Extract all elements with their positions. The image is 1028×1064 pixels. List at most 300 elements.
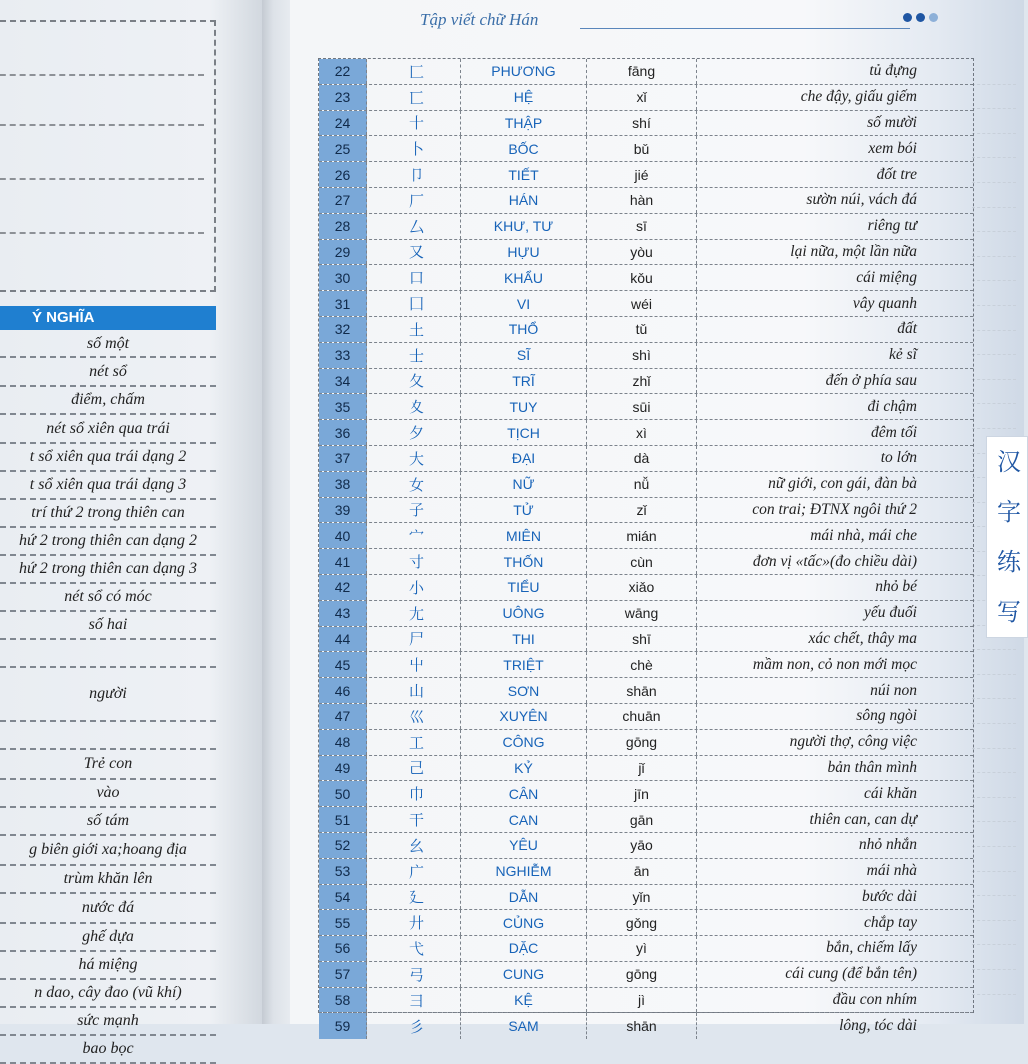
radical-name: TIẾT: [461, 162, 587, 187]
radical-meaning: yếu đuối: [864, 604, 917, 622]
decorative-dots: [903, 13, 938, 22]
radical-number: 22: [319, 59, 367, 84]
radical-meaning: cái khăn: [864, 784, 917, 802]
meaning-text: n dao, cây đao (vũ khí): [34, 984, 182, 1001]
table-row: [319, 59, 973, 85]
radical-number: 50: [319, 781, 367, 806]
radical-number: 44: [319, 627, 367, 652]
faint-line: [972, 847, 1016, 872]
meaning-text: ghế dựa: [82, 928, 134, 945]
radical-pinyin: yǐn: [587, 885, 697, 910]
table-row: [319, 317, 973, 343]
radical-meaning: nhỏ nhắn: [858, 836, 917, 854]
radical-meaning: đất: [897, 320, 917, 338]
radical-meaning: con trai; ĐTNX ngôi thứ 2: [752, 500, 917, 518]
faint-line: [972, 896, 1016, 921]
radical-character: 夕: [367, 420, 461, 445]
table-row: [319, 601, 973, 627]
meaning-row: [0, 528, 216, 556]
radical-meaning: đêm tối: [870, 423, 917, 441]
radical-pinyin: hàn: [587, 188, 697, 213]
radical-number: 24: [319, 111, 367, 136]
radical-name: KỆ: [461, 988, 587, 1013]
radical-character: 土: [367, 317, 461, 342]
table-row: [319, 885, 973, 911]
meaning-column-header: Ý NGHĨA: [0, 306, 216, 330]
meaning-row: [0, 668, 216, 722]
radical-character: 尸: [367, 627, 461, 652]
table-row: [319, 446, 973, 472]
radical-character: 彡: [367, 1013, 461, 1039]
radical-meaning: thiên can, can dự: [809, 810, 917, 828]
radical-pinyin: xiǎo: [587, 575, 697, 600]
radical-name: TIỂU: [461, 575, 587, 600]
table-row: [319, 988, 973, 1014]
radical-name: SAM: [461, 1013, 587, 1039]
radical-pinyin: shì: [587, 343, 697, 368]
radical-meaning: chắp tay: [864, 913, 917, 931]
radical-pinyin: gōng: [587, 962, 697, 987]
radical-name: TUY: [461, 394, 587, 419]
table-row: [319, 188, 973, 214]
faint-line: [972, 306, 1016, 331]
dashed-line: [0, 232, 204, 234]
table-row: [319, 214, 973, 240]
radical-pinyin: shī: [587, 627, 697, 652]
meaning-row: [0, 640, 216, 668]
table-row: [319, 652, 973, 678]
meaning-text: số một: [86, 335, 130, 352]
meaning-row: [0, 584, 216, 612]
radical-name: THẬP: [461, 111, 587, 136]
radical-character: 弋: [367, 936, 461, 961]
meaning-text: t sổ xiên qua trái dạng 2: [29, 448, 187, 465]
radical-name: THỔ: [461, 317, 587, 342]
radical-number: 49: [319, 756, 367, 781]
radical-meaning: tủ đựng: [869, 62, 917, 80]
radical-meaning: bước dài: [861, 887, 917, 905]
meaning-row: [0, 836, 216, 866]
meaning-row: [0, 612, 216, 640]
meaning-text: hứ 2 trong thiên can dạng 3: [19, 560, 197, 577]
radical-name: SƠN: [461, 678, 587, 703]
radical-pinyin: xǐ: [587, 85, 697, 110]
radical-pinyin: kǒu: [587, 265, 697, 290]
radical-number: 55: [319, 910, 367, 935]
radical-number: 45: [319, 652, 367, 677]
radical-meaning: nhỏ bé: [875, 578, 917, 596]
faint-line: [972, 355, 1016, 380]
meaning-row: [0, 358, 216, 387]
radical-meaning: lại nữa, một lần nữa: [790, 242, 917, 260]
radical-number: 52: [319, 833, 367, 858]
radical-meaning: xem bói: [868, 139, 917, 157]
radical-number: 25: [319, 136, 367, 161]
faint-line: [972, 85, 1016, 110]
radical-character: 彐: [367, 988, 461, 1013]
radical-pinyin: wāng: [587, 601, 697, 626]
radical-name: KHẨU: [461, 265, 587, 290]
radical-meaning: người thợ, công việc: [789, 733, 917, 751]
table-row: [319, 549, 973, 575]
side-tab-char: 写: [997, 598, 1021, 626]
radical-meaning: lông, tóc dài: [839, 1017, 917, 1035]
table-row: [319, 394, 973, 420]
radical-character: 廴: [367, 885, 461, 910]
radical-name: MIÊN: [461, 523, 587, 548]
radicals-table: [318, 58, 974, 1036]
radical-pinyin: xì: [587, 420, 697, 445]
radical-character: 子: [367, 498, 461, 523]
radical-name: CÔNG: [461, 730, 587, 755]
table-row: [319, 936, 973, 962]
radical-number: 40: [319, 523, 367, 548]
radical-pinyin: yāo: [587, 833, 697, 858]
meaning-row: [0, 750, 216, 780]
faint-line: [972, 281, 1016, 306]
radical-character: 巾: [367, 781, 461, 806]
radical-name: BỐC: [461, 136, 587, 161]
faint-line: [972, 331, 1016, 356]
table-row: [319, 523, 973, 549]
meaning-text: g biên giới xa;hoang địa: [29, 841, 187, 858]
radical-number: 29: [319, 240, 367, 265]
radical-character: 口: [367, 265, 461, 290]
table-row: [319, 859, 973, 885]
radical-number: 37: [319, 446, 367, 471]
radical-name: KHƯ, TƯ: [461, 214, 587, 239]
radical-pinyin: sūi: [587, 394, 697, 419]
radical-number: 47: [319, 704, 367, 729]
faint-line: [972, 232, 1016, 257]
radical-meaning: mái nhà: [866, 862, 917, 880]
radical-meaning: đi chậm: [867, 397, 917, 415]
radical-pinyin: yì: [587, 936, 697, 961]
radical-name: THI: [461, 627, 587, 652]
radical-name: ĐẠI: [461, 446, 587, 471]
radical-name: NỮ: [461, 472, 587, 497]
faint-line: [972, 134, 1016, 159]
radical-name: VI: [461, 291, 587, 316]
radical-number: 30: [319, 265, 367, 290]
table-row: [319, 420, 973, 446]
radical-meaning: mái nhà, mái che: [810, 526, 917, 544]
radical-pinyin: chè: [587, 652, 697, 677]
radical-character: 工: [367, 730, 461, 755]
radical-pinyin: tǔ: [587, 317, 697, 342]
meaning-row: [0, 808, 216, 836]
meaning-row: [0, 332, 216, 358]
radical-name: TỊCH: [461, 420, 587, 445]
meaning-text: số hai: [88, 616, 128, 633]
radical-pinyin: sī: [587, 214, 697, 239]
faint-line: [972, 675, 1016, 700]
radical-pinyin: gōng: [587, 730, 697, 755]
faint-line: [972, 749, 1016, 774]
faint-line: [972, 970, 1016, 995]
meaning-row: [0, 472, 216, 500]
table-row: [319, 369, 973, 395]
table-row: [319, 1013, 973, 1039]
radical-name: DẪN: [461, 885, 587, 910]
radical-number: 58: [319, 988, 367, 1013]
radical-meaning: đơn vị «tấc»(đo chiều dài): [752, 552, 917, 570]
meaning-row: [0, 952, 216, 980]
table-row: [319, 162, 973, 188]
radical-character: 尢: [367, 601, 461, 626]
radical-number: 34: [319, 369, 367, 394]
side-tab-char: 汉: [997, 448, 1021, 476]
faint-line: [972, 60, 1016, 85]
table-row: [319, 833, 973, 859]
meaning-text: vào: [96, 784, 120, 801]
radical-name: SĨ: [461, 343, 587, 368]
meaning-row: [0, 1036, 216, 1064]
radical-pinyin: ān: [587, 859, 697, 884]
faint-line: [972, 109, 1016, 134]
radical-name: TRĨ: [461, 369, 587, 394]
radical-pinyin: zǐ: [587, 498, 697, 523]
radical-character: 弓: [367, 962, 461, 987]
radical-character: 厶: [367, 214, 461, 239]
radical-pinyin: shān: [587, 678, 697, 703]
radical-number: 56: [319, 936, 367, 961]
radical-meaning: núi non: [870, 681, 917, 699]
radical-meaning: bản thân mình: [827, 758, 917, 776]
radical-character: 夂: [367, 369, 461, 394]
writing-practice-box: [0, 20, 216, 292]
radical-name: CÂN: [461, 781, 587, 806]
radical-name: TỬ: [461, 498, 587, 523]
radical-name: CAN: [461, 807, 587, 832]
table-row: [319, 85, 973, 111]
table-row: [319, 730, 973, 756]
meaning-row: [0, 722, 216, 750]
side-tab-char: 练: [997, 548, 1021, 576]
meaning-text: nét sổ xiên qua trái: [46, 420, 170, 437]
faint-line: [972, 872, 1016, 897]
radical-character: 卩: [367, 162, 461, 187]
faint-line: [972, 699, 1016, 724]
meaning-text: Trẻ con: [83, 755, 133, 772]
table-row: [319, 575, 973, 601]
radical-meaning: sườn núi, vách đá: [806, 191, 917, 209]
radical-character: 卜: [367, 136, 461, 161]
radical-number: 32: [319, 317, 367, 342]
radical-pinyin: shí: [587, 111, 697, 136]
meaning-text: trùm khăn lên: [63, 870, 153, 887]
faint-line: [972, 380, 1016, 405]
radical-meaning: cái cung (để bắn tên): [785, 965, 917, 983]
radical-meaning: to lớn: [880, 449, 917, 467]
radical-number: 33: [319, 343, 367, 368]
table-row: [319, 627, 973, 653]
radical-character: 囗: [367, 291, 461, 316]
radical-number: 46: [319, 678, 367, 703]
radical-pinyin: chuān: [587, 704, 697, 729]
meaning-text: t sổ xiên qua trái dạng 3: [29, 476, 187, 493]
radical-meaning: mầm non, cỏ non mới mọc: [752, 655, 917, 673]
radical-pinyin: jǐ: [587, 756, 697, 781]
radical-pinyin: mián: [587, 523, 697, 548]
side-tab: [986, 436, 1028, 638]
radical-character: 巛: [367, 704, 461, 729]
radical-character: 寸: [367, 549, 461, 574]
meaning-text: nước đá: [81, 899, 135, 916]
radical-character: 大: [367, 446, 461, 471]
radical-number: 23: [319, 85, 367, 110]
table-row: [319, 781, 973, 807]
radical-pinyin: zhǐ: [587, 369, 697, 394]
radical-pinyin: jié: [587, 162, 697, 187]
meaning-text: hứ 2 trong thiên can dạng 2: [19, 532, 197, 549]
radical-number: 43: [319, 601, 367, 626]
table-row: [319, 962, 973, 988]
radical-pinyin: jì: [587, 988, 697, 1013]
radical-number: 36: [319, 420, 367, 445]
header-rule: [580, 28, 910, 29]
radical-pinyin: nǚ: [587, 472, 697, 497]
faint-line: [972, 404, 1016, 429]
radical-character: 匸: [367, 85, 461, 110]
radical-pinyin: cùn: [587, 549, 697, 574]
radical-number: 39: [319, 498, 367, 523]
radical-character: 宀: [367, 523, 461, 548]
faint-line: [972, 650, 1016, 675]
radical-meaning: nữ giới, con gái, đàn bà: [768, 475, 917, 493]
radical-meaning: cái miệng: [856, 268, 917, 286]
radical-pinyin: fāng: [587, 59, 697, 84]
radical-number: 42: [319, 575, 367, 600]
table-row: [319, 472, 973, 498]
meaning-row: [0, 444, 216, 472]
radical-meaning: đốt tre: [876, 165, 917, 183]
table-row: [319, 704, 973, 730]
meaning-text: người: [89, 685, 127, 702]
table-row: [319, 291, 973, 317]
dashed-line: [0, 74, 204, 76]
faint-line: [972, 257, 1016, 282]
radical-number: 59: [319, 1013, 367, 1039]
faint-line: [972, 724, 1016, 749]
radical-name: CUNG: [461, 962, 587, 987]
radical-meaning: sông ngòi: [856, 707, 917, 725]
radical-pinyin: wéi: [587, 291, 697, 316]
table-row: [319, 678, 973, 704]
radical-name: CỦNG: [461, 910, 587, 935]
radical-character: 匚: [367, 59, 461, 84]
radical-character: 夊: [367, 394, 461, 419]
radical-character: 又: [367, 240, 461, 265]
radical-pinyin: yòu: [587, 240, 697, 265]
book-gutter: [262, 0, 290, 1024]
radical-meaning: số mười: [867, 113, 917, 131]
radical-name: YÊU: [461, 833, 587, 858]
table-row: [319, 111, 973, 137]
meaning-text: sức mạnh: [77, 1012, 139, 1029]
table-row: [319, 807, 973, 833]
meaning-text: nét sổ có móc: [64, 588, 152, 605]
meaning-row: [0, 1008, 216, 1036]
radical-number: 53: [319, 859, 367, 884]
meaning-text: nét sổ: [89, 363, 127, 380]
radical-name: HỰU: [461, 240, 587, 265]
radical-name: XUYÊN: [461, 704, 587, 729]
radical-pinyin: jīn: [587, 781, 697, 806]
side-tab-char: 字: [997, 498, 1021, 526]
faint-line: [972, 822, 1016, 847]
radical-name: NGHIỄM: [461, 859, 587, 884]
meaning-row: [0, 780, 216, 808]
radical-number: 51: [319, 807, 367, 832]
left-page: [0, 0, 262, 1057]
table-row: [319, 498, 973, 524]
radical-number: 31: [319, 291, 367, 316]
table-row: [319, 910, 973, 936]
meaning-text: bao bọc: [82, 1040, 134, 1057]
faint-line: [972, 773, 1016, 798]
faint-line: [972, 183, 1016, 208]
radical-character: 幺: [367, 833, 461, 858]
radical-number: 48: [319, 730, 367, 755]
faint-line: [972, 921, 1016, 946]
radical-character: 十: [367, 111, 461, 136]
radical-number: 27: [319, 188, 367, 213]
radical-meaning: đến ở phía sau: [825, 371, 917, 389]
radical-meaning: vây quanh: [852, 294, 917, 312]
radical-character: 女: [367, 472, 461, 497]
meaning-row: [0, 866, 216, 894]
radical-name: DẶC: [461, 936, 587, 961]
table-row: [319, 240, 973, 266]
meaning-list: [0, 332, 216, 1064]
radical-character: 干: [367, 807, 461, 832]
table-row: [319, 136, 973, 162]
radical-number: 28: [319, 214, 367, 239]
faint-line: [972, 945, 1016, 970]
dashed-line: [0, 178, 204, 180]
radical-character: 山: [367, 678, 461, 703]
meaning-text: trí thứ 2 trong thiên can: [31, 504, 185, 521]
radical-name: PHƯƠNG: [461, 59, 587, 84]
radical-name: KỶ: [461, 756, 587, 781]
radical-character: 士: [367, 343, 461, 368]
radical-pinyin: gǒng: [587, 910, 697, 935]
meaning-text: điểm, chấm: [71, 391, 145, 408]
radical-pinyin: dà: [587, 446, 697, 471]
radical-character: 小: [367, 575, 461, 600]
running-head: Tập viết chữ Hán: [420, 10, 539, 29]
table-row: [319, 343, 973, 369]
dashed-line: [0, 124, 204, 126]
radical-pinyin: gān: [587, 807, 697, 832]
meaning-row: [0, 387, 216, 415]
radical-character: 廾: [367, 910, 461, 935]
radical-meaning: bắn, chiếm lấy: [826, 939, 917, 957]
table-row: [319, 756, 973, 782]
radical-character: 广: [367, 859, 461, 884]
meaning-row: [0, 894, 216, 924]
radical-character: 己: [367, 756, 461, 781]
meaning-row: [0, 500, 216, 528]
radical-name: TRIỆT: [461, 652, 587, 677]
meaning-row: [0, 980, 216, 1008]
radical-name: UÔNG: [461, 601, 587, 626]
radical-pinyin: shān: [587, 1013, 697, 1039]
radical-number: 26: [319, 162, 367, 187]
meaning-text: số tám: [86, 812, 130, 829]
faint-line: [972, 798, 1016, 823]
